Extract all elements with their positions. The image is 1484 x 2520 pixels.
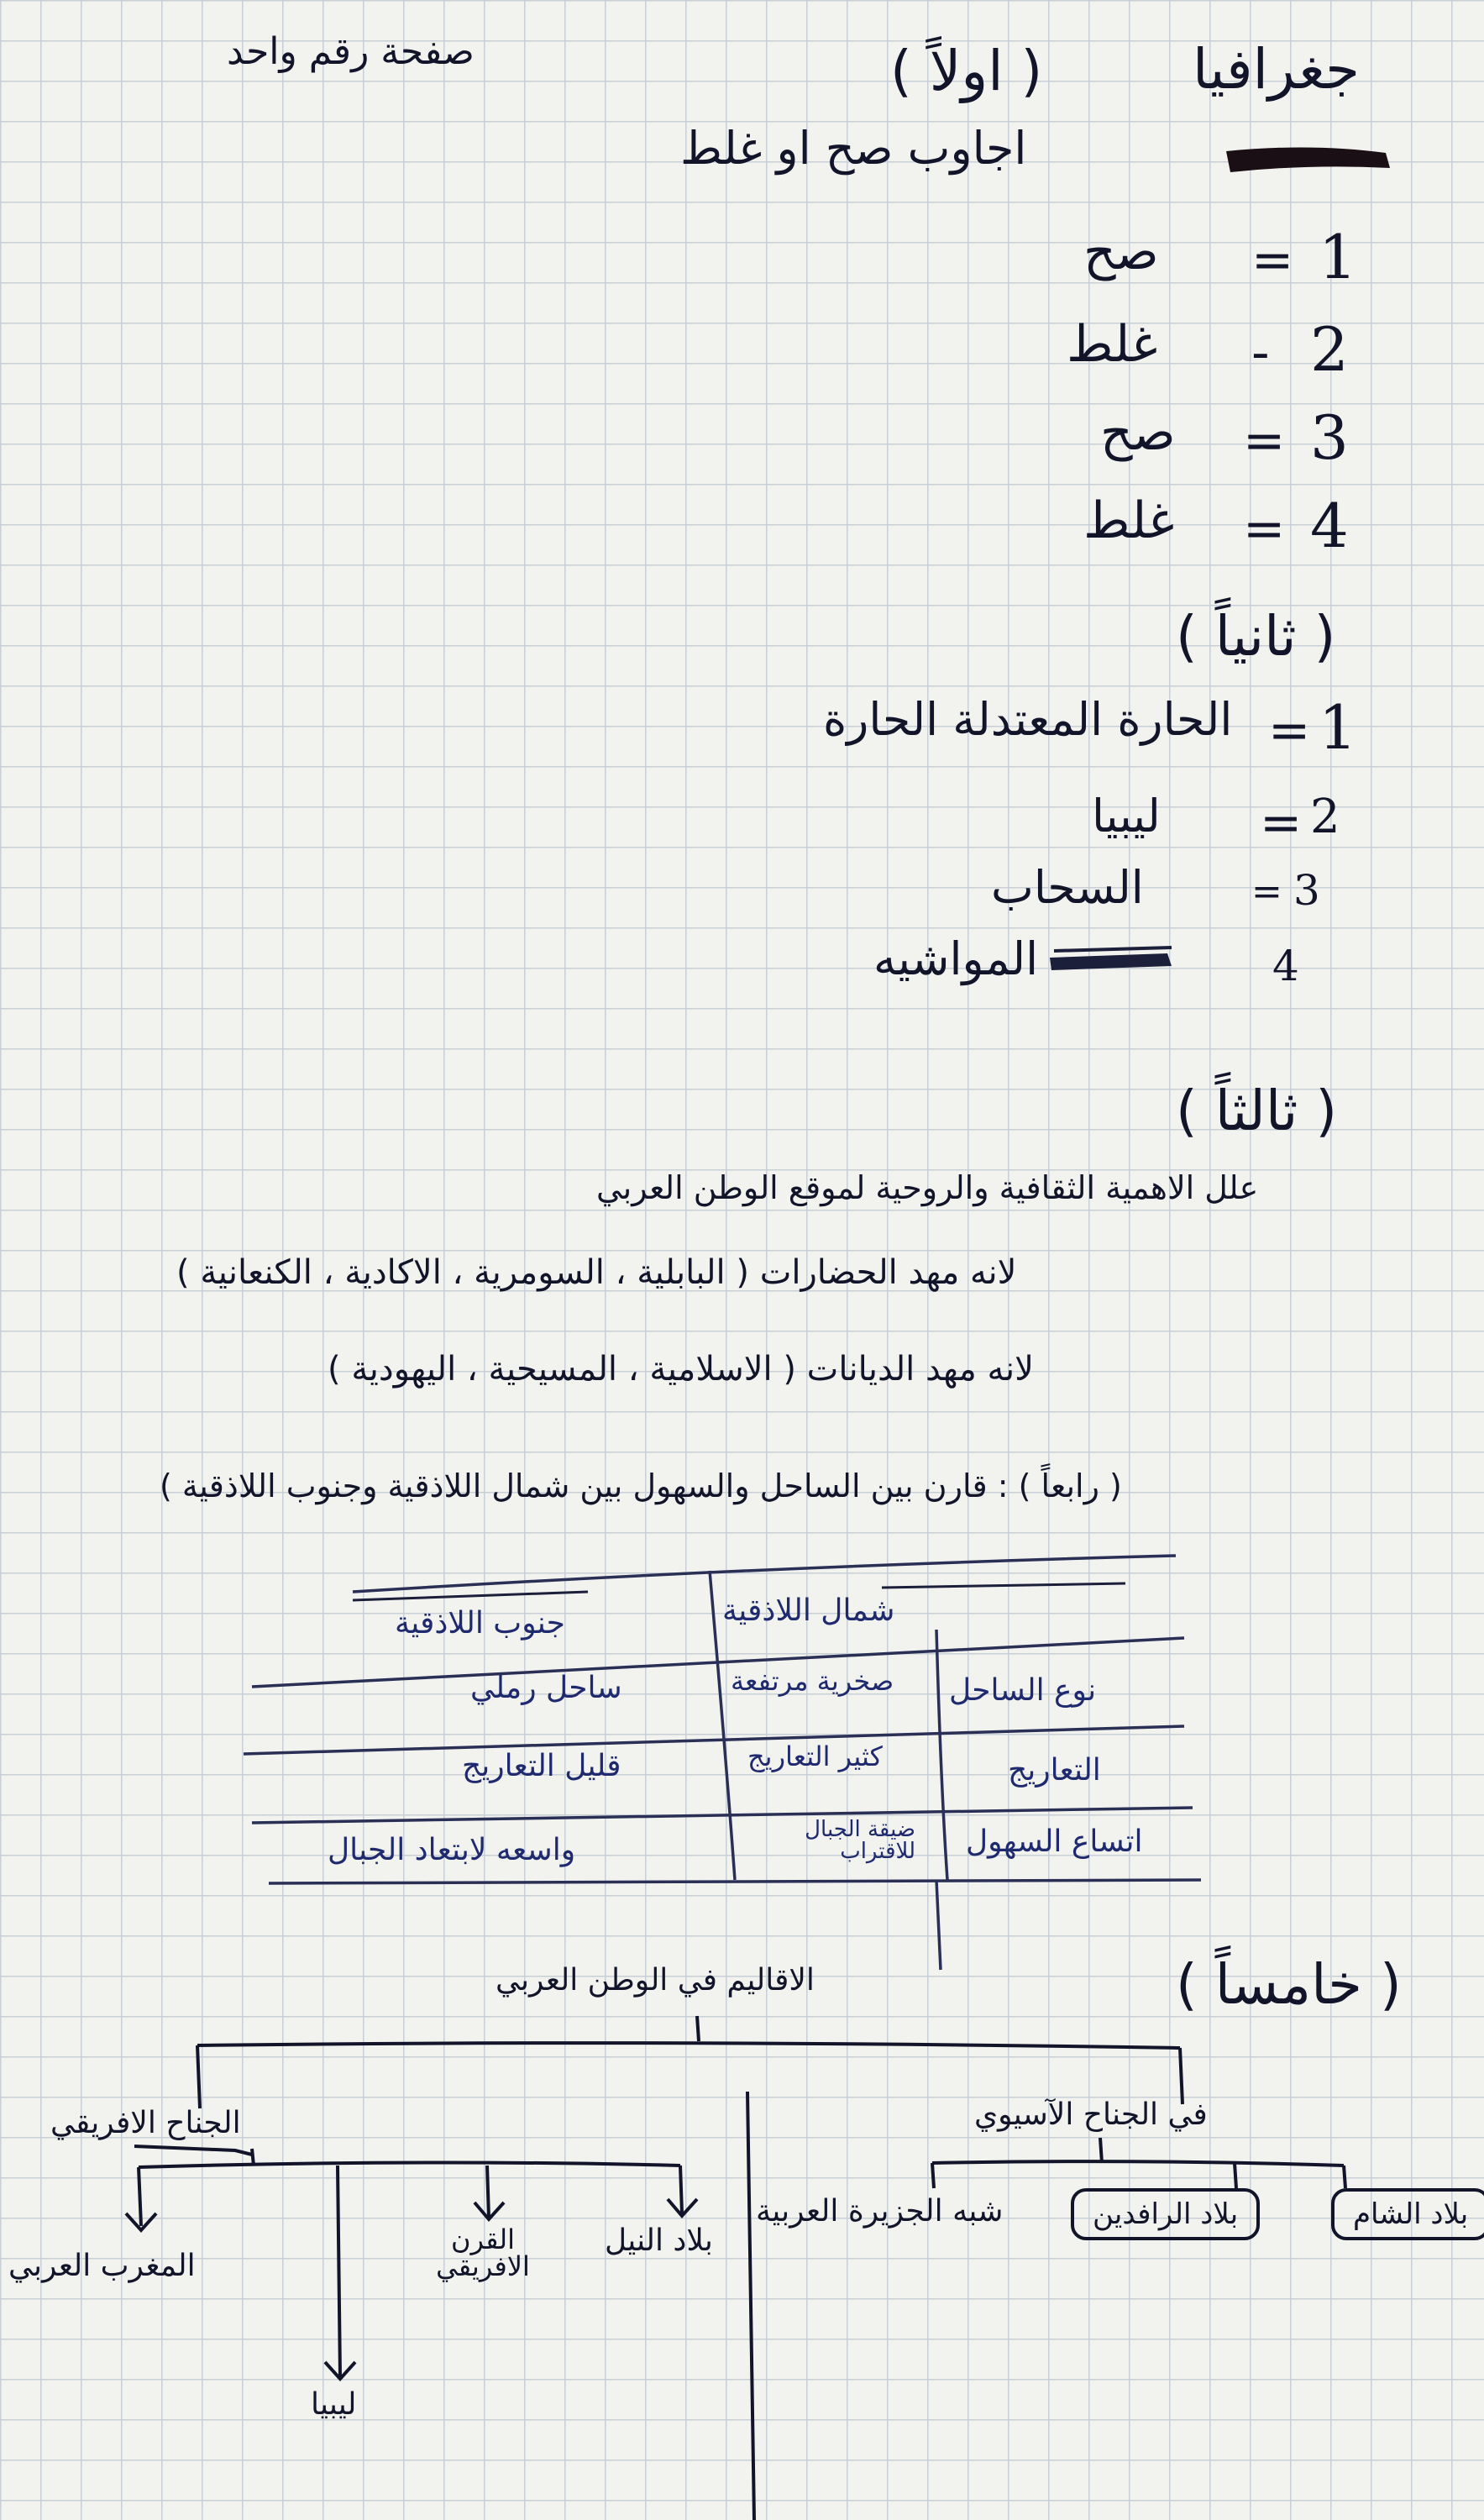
part2-num: 3 [1293, 866, 1320, 915]
part2-answer: المواشيه [873, 932, 1039, 985]
part1-num: 4 [1310, 491, 1349, 561]
subject-title: جغرافيا [1193, 37, 1360, 102]
tree-node-levant: بلاد الشام [1331, 2188, 1484, 2240]
section-two-title: ( ثانياً ) [1176, 604, 1336, 669]
part3-answer-line1: لانه مهد الحضارات ( البابلية ، السومرية ، الاكادية ، الكنعانية ) [176, 1253, 1017, 1292]
part3-answer-line2: لانه مهد الديانات ( الاسلامية ، المسيحية ، اليهودية ) [328, 1350, 1034, 1389]
table-cell-south: واسعه لابتعاد الجبال [328, 1833, 576, 1867]
tree-asian-wing: في الجناح الآسيوي [974, 2097, 1208, 2132]
tree-african-wing: الجناح الافريقي [50, 2106, 241, 2140]
table-row-label: التعاريج [1008, 1753, 1101, 1788]
crossed-out-scribble [1226, 147, 1390, 172]
tree-node-maghreb: المغرب العربي [8, 2249, 196, 2283]
tree-node-libya: ليبيا [311, 2387, 357, 2422]
part4-question: ( رابعاً ) : قارن بين الساحل والسهول بين شمال اللاذقية وجنوب اللاذقية ) [160, 1467, 1122, 1504]
tree-node-nile: بلاد النيل [605, 2223, 713, 2258]
part2-answer: السحاب [991, 861, 1144, 914]
section-three-title: ( ثالثاً ) [1176, 1079, 1338, 1143]
table-cell-north: كثير التعاريج [747, 1740, 883, 1772]
tree-root: الاقاليم في الوطن العربي [496, 1963, 815, 1998]
instruction-text: اجاوب صح او غلط [680, 122, 1027, 175]
table-cell-south: ساحل رملي [470, 1671, 622, 1705]
table-header-north: شمال اللاذقية [722, 1593, 895, 1628]
part1-num: 1 [1319, 222, 1357, 292]
tree-node-arabian-peninsula: شبه الجزيرة العربية [756, 2194, 1004, 2229]
tree-node-horn-of-africa: القرن الافريقي [436, 2223, 530, 2282]
part1-answer: غلط [1067, 315, 1158, 374]
table-row-label: نوع الساحل [949, 1673, 1097, 1708]
table-cell-north: صخرية مرتفعة [731, 1665, 894, 1697]
table-header-south: جنوب اللاذقية [395, 1606, 565, 1641]
table-cell-north: ضيقة الجبال للاقتراب [805, 1817, 915, 1864]
part2-answer: ليبيا [1092, 790, 1161, 843]
table-row-label: اتساع السهول [966, 1824, 1143, 1859]
section-five-title: ( خامساً ) [1176, 1952, 1402, 2017]
section-one-title: ( اولاً ) [890, 39, 1043, 103]
part3-question: علل الاهمية الثقافية والروحية لموقع الوطن العربي [596, 1169, 1259, 1206]
tree-node-mesopotamia: بلاد الرافدين [1071, 2188, 1260, 2240]
part2-answer: الحارة المعتدلة الحارة [823, 693, 1233, 746]
table-cell-south: قليل التعاريج [462, 1749, 621, 1783]
page-number-note: صفحة رقم واحد [227, 30, 475, 73]
crossed-out-scribble-2 [1050, 953, 1172, 970]
regions-tree-lines [134, 2016, 1345, 2520]
part2-num: 1 [1319, 692, 1357, 763]
part1-answer: صح [1083, 223, 1159, 281]
part2-num: 2 [1310, 790, 1340, 844]
part1-answer: صح [1100, 403, 1176, 462]
part1-num: 2 [1310, 314, 1349, 385]
part1-num: 3 [1310, 402, 1349, 473]
part2-num: 4 [1272, 942, 1299, 990]
part1-answer: غلط [1083, 491, 1175, 550]
